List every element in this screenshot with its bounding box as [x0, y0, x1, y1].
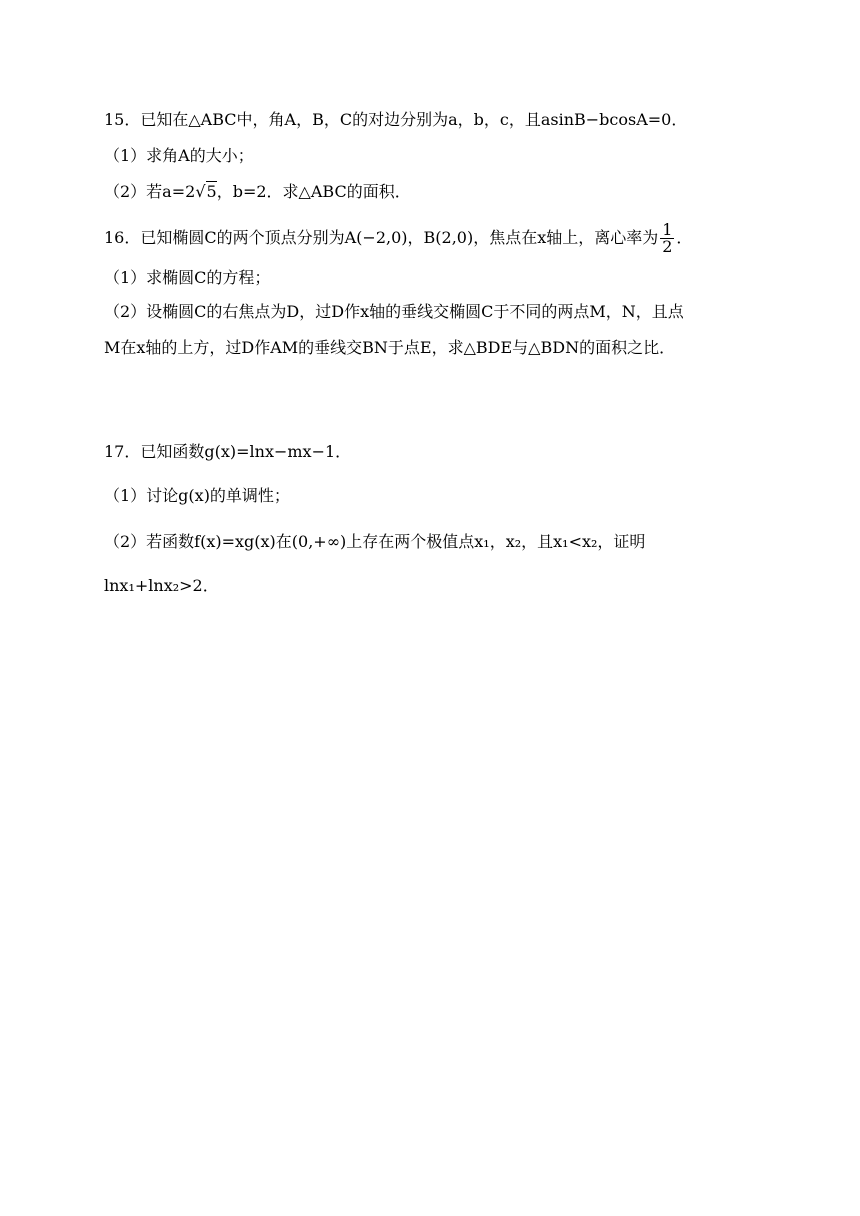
- problem-15-text: 已知在△ABC中，角A，B，C的对边分别为a，b，c，且asinB−bcosA=0．: [140, 110, 688, 129]
- problem-15-part-2: （2）若a=2√5，b=2．求△ABC的面积．: [104, 182, 411, 201]
- problem-17-part-2-line-2: lnx₁+lnx₂>2．: [104, 576, 219, 595]
- problem-16-stem-suffix: ．: [676, 228, 693, 247]
- problem-16-part-2-line-1: （2）设椭圆C的右焦点为D，过D作x轴的垂线交椭圆C于不同的两点M，N，且点: [104, 302, 684, 321]
- problem-17-text: 已知函数g(x)=lnx−mx−1．: [140, 442, 352, 461]
- problem-17-stem: [104, 442, 351, 462]
- problem-16-number: 16．: [104, 228, 141, 247]
- problem-17-part-1: （1）讨论g(x)的单调性；: [104, 486, 290, 505]
- fraction-denominator: 2: [662, 237, 673, 256]
- problem-16-text: 已知椭圆C的两个顶点分别为A(−2,0)，B(2,0)，焦点在x轴上，离心率为: [140, 228, 659, 247]
- fraction-numerator: 1: [662, 220, 673, 239]
- problem-15-part-2-suffix: ，b=2．求△ABC的面积．: [216, 182, 411, 201]
- problem-15-part-1: （1）求角A的大小；: [104, 146, 254, 165]
- problem-15-radicand: 5: [206, 182, 217, 201]
- problem-16-part-1: （1）求椭圆C的方程；: [104, 268, 271, 287]
- problem-15-number: 15．: [104, 110, 141, 129]
- problem-16-stem: [104, 222, 692, 255]
- problem-17-part-2-line-1: （2）若函数f(x)=xg(x)在(0,+∞)上存在两个极值点x₁，x₂，且x₁<x₂，证明: [104, 532, 646, 551]
- problem-17-number: 17．: [104, 442, 141, 461]
- eccentricity-fraction: [660, 222, 674, 255]
- problem-15-part-2-prefix: （2）若a=2: [104, 182, 196, 201]
- problem-16-part-2-line-2: M在x轴的上方，过D作AM的垂线交BN于点E，求△BDE与△BDN的面积之比．: [104, 338, 676, 357]
- problem-15-stem: [104, 110, 687, 130]
